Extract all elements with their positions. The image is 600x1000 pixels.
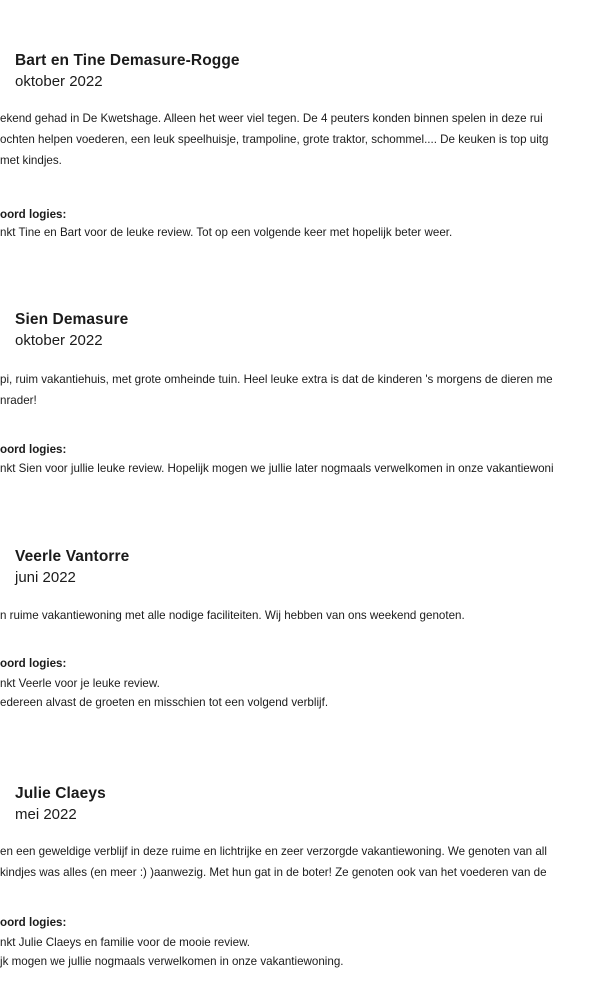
review-text bbox=[0, 605, 600, 626]
review-text bbox=[0, 841, 600, 883]
reply-label: oord logies: bbox=[0, 443, 67, 456]
review-text-line: pi, ruim vakantiehuis, met grote omheinde tuin. Heel leuke extra is dat de kinderen 's morgens de dieren me bbox=[0, 373, 553, 386]
review-text-line: n ruime vakantiewoning met alle nodige faciliteiten. Wij hebben van ons weekend genoten. bbox=[0, 609, 465, 622]
reviewer-name: Julie Claeys bbox=[15, 785, 106, 802]
review-text-line: en een geweldige verblijf in deze ruime en lichtrijke en zeer verzorgde vakantiewoning. We genoten van all bbox=[0, 845, 547, 858]
reviewer-name: Bart en Tine Demasure-Rogge bbox=[15, 52, 240, 69]
reply-text-line: nkt Veerle voor je leuke review. bbox=[0, 677, 160, 690]
reply-text-line: nkt Sien voor jullie leuke review. Hopelijk mogen we jullie later nogmaals verwelkomen in onze vakantiewoni bbox=[0, 462, 554, 475]
reply-text bbox=[0, 933, 600, 971]
review-text-line: nrader! bbox=[0, 394, 37, 407]
review-text-line: kindjes was alles (en meer :) )aanwezig. Met hun gat in de boter! Ze genoten ook van het voederen van de bbox=[0, 866, 547, 879]
reply-text bbox=[0, 223, 600, 242]
reply-text-line: edereen alvast de groeten en misschien tot een volgend verblijf. bbox=[0, 696, 329, 709]
review-date: oktober 2022 bbox=[15, 73, 103, 90]
reply-text-line: nkt Tine en Bart voor de leuke review. Tot op een volgende keer met hopelijk beter weer. bbox=[0, 226, 453, 239]
reply-label: oord logies: bbox=[0, 657, 67, 670]
review-date: juni 2022 bbox=[15, 569, 76, 586]
review-text bbox=[0, 108, 600, 171]
review-text bbox=[0, 369, 600, 411]
reply-label: oord logies: bbox=[0, 916, 67, 929]
reply-text bbox=[0, 459, 600, 478]
reply-label: oord logies: bbox=[0, 208, 67, 221]
reply-text-line: nkt Julie Claeys en familie voor de mooie review. bbox=[0, 936, 251, 949]
reply-text-line: jk mogen we jullie nogmaals verwelkomen in onze vakantiewoning. bbox=[0, 955, 344, 968]
review-item bbox=[0, 785, 600, 1000]
review-date: mei 2022 bbox=[15, 806, 77, 823]
review-item bbox=[0, 311, 600, 511]
review-item bbox=[0, 548, 600, 748]
reviewer-name: Veerle Vantorre bbox=[15, 548, 130, 565]
review-text-line: met kindjes. bbox=[0, 154, 62, 167]
reply-text bbox=[0, 674, 600, 712]
reviewer-name: Sien Demasure bbox=[15, 311, 129, 328]
review-text-line: ochten helpen voederen, een leuk speelhuisje, trampoline, grote traktor, schommel.... De keuken is top uitg bbox=[0, 133, 549, 146]
review-text-line: ekend gehad in De Kwetshage. Alleen het weer viel tegen. De 4 peuters konden binnen spelen in deze rui bbox=[0, 112, 543, 125]
review-date: oktober 2022 bbox=[15, 332, 103, 349]
review-item bbox=[0, 52, 600, 252]
